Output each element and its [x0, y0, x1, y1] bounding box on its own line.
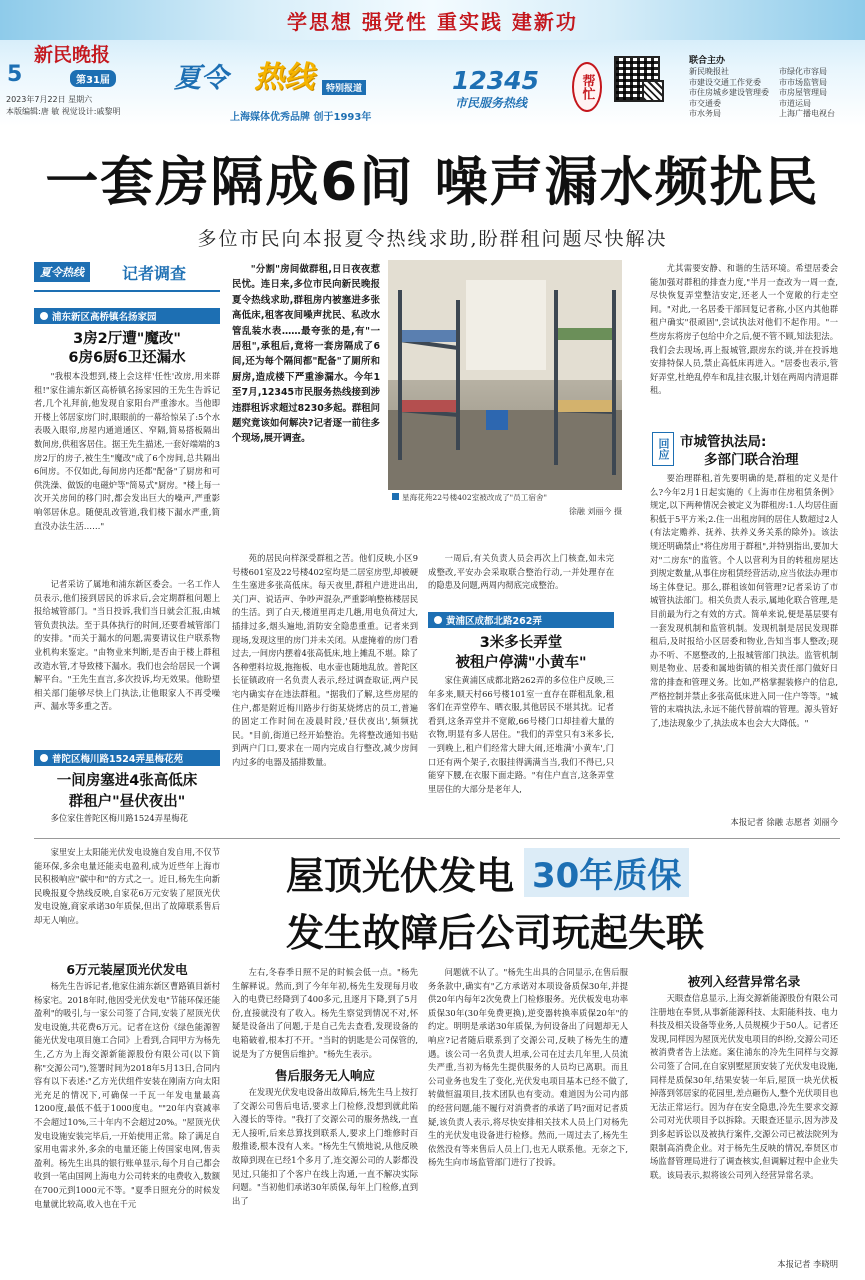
intro-box — [232, 262, 380, 508]
location-tag-chengdu — [428, 612, 614, 628]
photo-caption-text: 星海花苑22号楼402室被改成了"员工宿舍" — [402, 493, 548, 502]
reply-paragraph: 要治理群租,首先要明确的是,群租的定义是什么?今年2月1日起实施的《上海市住房租赁条例》规定,以下两种情况会被定义为群租房:1.人均居住面积低于5平方米;2.住一出租房间的居住人数超过2人(有法定赡养、抚养、扶养义务关系的除外)。该法规还明确禁止"将住房用于群租",并特别指出,要加大对"二房东"的监管。个人以营利为目的转租房屋达到规定数量,从事住房租赁经营活动,应当依法办理市场主体登记。那么,群租该如何管理?记者采访了市城管执法部门。相关负责人表示,属地化联合管理,是目前最为行之有效的方式。简单来说,便是基层要有一套发现机制和监管机制。发现机制是居民发现群租后,及时报给小区居委和物业,告知当事人整改;现办不听、不愿整改的,上报城管部门执法。监管机制则是物业、居委和属地街镇的相关责任部门做好日常的排查和管理义务。比如,严格掌握装修户的信息,严格控制并禁止多张高低床进入同一住户等等。"城管的末端执法,永远不能代替前端的管理。源头管好了,违法现象少了,执法成本也会大大降低。" — [650, 473, 838, 728]
sponsor-item: 市绿化市容局 — [779, 67, 827, 76]
story1-title-line2: 6房6厨6卫还漏水 — [68, 350, 186, 366]
story3-title-line2: 被租户停满"小黄车" — [455, 655, 587, 671]
section-divider — [34, 838, 840, 839]
photo-caption — [392, 492, 622, 503]
story1-body — [34, 370, 220, 576]
date-line: 2023年7月22日 星期六 — [6, 95, 93, 104]
sponsor-title: 联合主办 — [689, 56, 726, 66]
solar-col2 — [232, 966, 418, 1058]
main-headline: 一套房隔成6间 噪声漏水频扰民 — [45, 152, 820, 213]
hotline-badge: 夏令热线 — [34, 262, 90, 282]
sponsor-item: 新民晚报社 — [689, 67, 729, 76]
slogan: 学思想 强党性 重实践 建新功 — [287, 10, 578, 34]
story1-paragraph: "我根本没想到,楼上会这样'任性'改房,用来群租!"家住浦东新区高桥镇名扬家园的王先生告诉记者,几个礼拜前,他发现自家阳台严重渗水。当他即开楼上邻居家房门时,眼眼前的一幕给惊呆了:5个水表吸入眼帘,房屋内通道通区、窄隔,简易搭板隔出数间房,供租客居住。据王先生描述,一套好端端的3房2厅的房子,被生生"魔改"成了6个房间,总共隔出6间房。不仅如此,每间房内还都"配备"了厨房和可供洗澡、做饭的电磁炉等"简易式"厨房。"楼上每一次开关房间的移门时,都会发出巨大的噪声,严重影响邻居休息。随便乱改管道,我们楼下漏水严重,简直没办法生活……" — [34, 371, 220, 531]
right-column-body — [650, 262, 838, 424]
sponsor-col-2 — [779, 67, 835, 120]
story3-body — [428, 674, 614, 828]
story1-title-line1: 3房2厅遭"魔改" — [73, 331, 181, 347]
right-column-paragraph: 尤其需要安静、和谐的生活环境。希望居委会能加强对群租的排查力度,"半月一查改为一周一查,尽快恢复弄堂整洁安定,还老人一个宽敞的行走空间。"对此,一名居委干部回复记者称,小区内其他群租户确实"很顽固",尝试执法对他们不起作用。"一些房东将房子包给中介之后,便不管不顾,知法犯法。我们会去现场,再上报城管,跟房东约谈,并在投诉地安排特保人员,禁止高低床再进入。"居委也表示,管好弄堂,杜绝乱停车和乱挂衣服,计划在两周内清退群租。 — [650, 263, 838, 396]
editor-line: 本版编辑:唐 敏 视觉设计:戚黎明 — [6, 107, 121, 116]
solar-sub3: 被列入经营异常名录 — [687, 974, 801, 989]
middle-column-paragraph: 苑的居民向样深受群租之苦。他们反映,小区9号楼601室及22号楼402室均是二居室房型,却被硬生生塞进多张高低床。每天夜里,群租户进进出出,关门声、说话声、争吵声混杂,严重影响整栋楼居民的生活。到了白天,楼道里再走几趟,用电负荷过大,插排过多,烟头遍地,消防安全隐患重重。记者来到现场,发现这里的房门并未关闭。从虚掩着的房门看过去,一间房内摆着4张高低床,地上摊乱不堪。除了各种塑料垃圾,拖拖板、电水壶也随地乱放。普陀区长征镇政府一名负责人表示,经过调查取证,两户民宅内确实存在违法群租。"据我们了解,这些房屋的住户,都是附近梅川路步行街某烧烤店的员工,普遍的固定工作时间在凌晨时段,'昼伏夜出',频频扰民。"目前,街道已经开始整治。先将整改通知书贴到两户门口,要求在一周内完成自行整改,减少房间内过多的电器及插排数量。 — [232, 553, 418, 767]
page-number: 5 — [7, 62, 23, 87]
story2-paragraph: 多位家住普陀区梅川路1524弄星梅花 — [50, 813, 188, 823]
brand-word-xialing: 夏令 — [174, 63, 228, 94]
story3-lead-paragraph: 一周后,有关负责人员会再次上门核查,如未完成整改,平安办会采取联合整治行动,一并处理存在的隐患及问题,两周内彻底完成整治。 — [428, 553, 614, 591]
solar-col2b-paragraph: 在发现光伏发电设备出故障后,杨先生马上按打了交源公司售后电话,要求上门检修,没想到就此陷入漫长的等待。"我打了交源公司的服务热线,一直无人接听,后来总算找到联系人,要求上门维修时百般推诿,根本没有人来。"杨先生气愤地说,从他反映故障到现在已经1个多月了,连交源公司的人影都没见过,只能扣了个客户在线上沟通,一直不解决实际问题。"当初他们承诺30年质保,每年上门检修,直到出了 — [232, 1087, 418, 1206]
location-pin-icon — [40, 312, 48, 320]
reply-title-line2: 多部门联合治理 — [704, 452, 799, 468]
reply-body — [650, 472, 838, 816]
story2-title-line1: 一间房塞进4张高低床 — [56, 773, 198, 789]
solar-col2-paragraph: 左右,冬春季日照不足的时候会低一点。"杨先生解释说。然而,到了今年年初,杨先生发现每月收入的电费已经降到了400多元,且逐月下降,到了5月份,直接就没有了收入。杨先生察觉到情况不对,怀疑是设备出了问题,于是自己先去查看,发现设备的电箱破着,根本打不开。"当时的钥匙是公司保管的,说是为了方便售后维护。"杨先生表示。 — [232, 967, 418, 1058]
solar-col4-paragraph: 天眼查信息显示,上海交源新能源股份有限公司注册地在奉贤,从事新能源科技、太阳能科技、电力科技及相关设备等业务,人员规模少于50人。记者还发现,同样因为屋顶光伏发电项目的纠纷,交源公司还被消费者告上法庭。案住浦东的冷先生同样与交源公司签了合同,在自家别墅屋顶安装了光伏发电设施,同样是质保30年,结果安装一年后,屋顶一块光伏板掉落到邻居家的花园里,差点砸伤人,整个光伏项目也无法正常运行。因为存在安全隐患,冷先生要求交源公司对光伏项目予以拆除。天眼查还显示,因为涉及到多起诉讼以及被执行案件,交源公司已被法院列为限制高消费企业。对于杨先生反映的情况,奉贤区市场监督管理局进行了调查核实,但调解过程中企业失联。该局表示,拟将该公司列入经营异常名录。 — [650, 993, 838, 1180]
reply-title-line1: 市城管执法局: — [680, 434, 767, 450]
sponsor-item: 市交通委 — [689, 98, 721, 108]
help-stamp-text: 帮忙 — [579, 74, 595, 100]
solar-col2b — [232, 1086, 418, 1272]
location-tag-gaoqiao — [34, 308, 220, 324]
camera-icon — [392, 493, 399, 500]
solar-intro-paragraph: 家里安上太阳能光伏发电设施自发自用,不仅节能环保,多余电量还能卖电盈利,成为近些年上海市民积极响应"碳中和"的方式之一。近日,杨先生向新民晚报夏令热线反映,自家花6万元安装了屋顶光伏发电设施,商家承诺30年质保,但出了故障联系售后却无人响应。 — [34, 847, 220, 925]
sponsor-item: 上海广播电视台 — [779, 109, 835, 118]
hotline-name: 市民服务热线 — [455, 96, 528, 110]
special-report-tag: 特别报道 — [322, 80, 366, 95]
solar-col4 — [650, 992, 838, 1256]
solar-col1-paragraph: 杨先生告诉记者,他家住浦东新区曹路镇目新村杨家宅。2018年时,他因受光伏发电"节能环保还能盈利"的吸引,与一家公司签了合同,安装了屋顶光伏发电设施,共花费6万元。记者在这份《绿色能源智能光伏发电项目施工合同》上看到,合同甲方为杨先生,乙方为上海交源新能源股份有限公司(以下简称"交源公司"),签署时间为2018年5月13日,合同内容有以下表述:"乙方光伏组件安装在刚南方向太阳光充足的情况下,可确保一千瓦一年发电量最高1200度,最低不低于1000度电。""20年内衰减率不会超过10%,三十年内不会超过20%。"屋顶光伏发电设施安装完毕后,一开始使用正常。除了满足自家用电需求外,多余的电量还能上传国家电网,售卖盈利。杨先生出具的银行账单显示,每个月自己都会收到一笔由国网上海电力公司转来的电费收入,数额在700元到1000元不等。"夏季日照充分的时候发电量就比较高,收入也在千元 — [34, 981, 220, 1209]
sponsor-item: 市房屋管理局 — [779, 88, 827, 97]
solar-col3 — [428, 966, 628, 1272]
sponsor-col-1 — [689, 67, 769, 120]
story2-title-line2: 群租户"昼伏夜出" — [68, 794, 186, 810]
story2-body-start — [34, 812, 220, 828]
story3-lead — [428, 552, 614, 606]
location-tag-text: 普陀区梅川路1524弄星梅花苑 — [52, 754, 183, 765]
story-photo — [388, 260, 622, 490]
sponsor-item: 市市场监管局 — [779, 77, 827, 87]
section-label: 记者调查 — [122, 264, 187, 283]
section-rule — [34, 290, 220, 292]
solar-headline-line2: 发生故障后公司玩起失联 — [286, 911, 705, 955]
solar-headline-highlight: 30年质保 — [524, 848, 689, 897]
location-tag-text: 浦东新区高桥镇名扬家园 — [52, 312, 157, 323]
location-tag-meichuan — [34, 750, 220, 766]
brand-block — [168, 50, 378, 106]
bunk-bed-photo-drawing — [388, 260, 622, 490]
story3-paragraph: 家住黄浦区成都北路262弄的多位住户反映,三年多来,顺天村66号楼101室一直存在群租乱象,租客们在弄堂停车、晒衣服,其他居民不堪其扰。记者看到,这条弄堂并不宽敞,66号楼门口却挂着大量的衣物,明显有多人居住。"我们的弄堂只有3米多长,一到晚上,租户们经常大肆大闹,还堆满'小黄车',门口还有两个架子,衣服挂得满满当当,我们不得已,只能穿下腰,在衣服下面走路。"有住户直言,这条弄堂里居住的大部分是老年人, — [428, 675, 614, 794]
story3-title-line1: 3米多长弄堂 — [479, 635, 563, 651]
issue-badge: 第31届 — [70, 70, 116, 87]
story1-byline: 本报记者 徐融 志愿者 刘丽今 — [730, 817, 838, 827]
solar-col1 — [34, 980, 220, 1272]
solar-byline: 本报记者 李晓明 — [777, 1259, 838, 1269]
intro-text: "分割"房间做群租,日日夜夜惹民忧。连日来,多位市民向新民晚报夏令热线求助,群租房内被塞进多张高低床,租客夜间噪声扰民、私改水管乱装水表……最夸张的是,有"一居租",承租后,竟将一套房隔成了6间,还为每个隔间都"配备"了厕所和厨房,造成楼下严重渗漏水。今年1至7月,12345市民服务热线接到涉违群租诉求超过8230多起。群租问题究竟该如何解决?记者逐一前往多个现场,展开调查。 — [232, 264, 380, 445]
solar-sub1: 6万元装屋顶光伏发电 — [66, 962, 188, 977]
brand-subline: 上海媒体优秀品牌 创于1993年 — [230, 112, 372, 123]
location-pin-icon — [40, 754, 48, 762]
help-stamp — [572, 62, 602, 112]
solar-headline-line1 — [286, 848, 689, 896]
solar-sub2: 售后服务无人响应 — [274, 1068, 375, 1083]
location-tag-text: 黄浦区成都北路262弄 — [446, 616, 542, 627]
sponsor-item: 市住房城乡建设管理委 — [689, 88, 769, 97]
qr-code-2 — [642, 80, 664, 102]
paper-name: 新民晚报 — [34, 44, 111, 66]
reply-badge: 回应 — [652, 432, 674, 466]
story1-paragraph-2: 记者采访了属地和浦东新区委会。一名工作人员表示,他们接到居民的诉求后,会定期群租问题上报给城管部门。"当日投诉,我们当日就会汇报,由城管负责执法。至于具体执行的时间,还要看城管部门的安排。"而关于漏水的问题,需要请议住户联系物业机构来鉴定。"由物业来判断,是否由于楼上群租改造水管,才导致楼下漏水。我们也会给居民一个调解平台。"王先生直言,多次投诉,均无效果。他盼望相关部门能够尽快上门执法,让他眼家人不再受噪声、漏水等多重之苦。 — [34, 579, 220, 712]
middle-column-body — [232, 552, 418, 828]
solar-col3-paragraph: 问题就不认了。"杨先生出具的合同显示,在售后服务条款中,确实有"乙方承诺对本项设备质保30年,并提供20年内每年2次免费上门检修服务。光伏板发电功率质保30年(30年免费更换),逆变器转换率质保20年"的约定。明明是承诺30年质保,为何设备出了问题却无人响应?记者随后联系到了交源公司,反映了杨先生的遭遇。该公司一名负责人坦承,公司在过去几年里,人员流失严重,当初为杨先生提供服务的人员均已离职。而且公司业务也发生了变化,光伏发电项目基本已经不做了,转做恒温项目,技术团队也有变动。难道因为公司内部的经营问题,能不履行对消费者的承诺了吗?面对记者质疑,该负责人表示,将尽快安排相关技术人员上门对杨先生的光伏发电设备进行检修。然而,一周过去了,杨先生依然没有等来售后人员上门,也无人联系他。无奈之下,杨先生向市场监管部门进行了投诉。 — [428, 967, 628, 1168]
sponsor-item: 市建设交通工作党委 — [689, 77, 761, 87]
location-pin-icon — [434, 616, 442, 624]
solar-headline-part1: 屋顶光伏发电 — [286, 853, 515, 898]
photo-credit: 徐融 刘丽今 摄 — [568, 507, 622, 516]
hotline-number: 12345 — [452, 66, 539, 95]
brand-word-rexian: 热线 — [254, 60, 314, 95]
solar-intro — [34, 846, 220, 954]
sponsor-item: 市道运局 — [779, 98, 811, 108]
story1-body-2 — [34, 578, 220, 742]
sponsor-item: 市水务局 — [689, 109, 721, 118]
main-subheadline: 多位市民向本报夏令热线求助,盼群租问题尽快解决 — [197, 228, 668, 250]
